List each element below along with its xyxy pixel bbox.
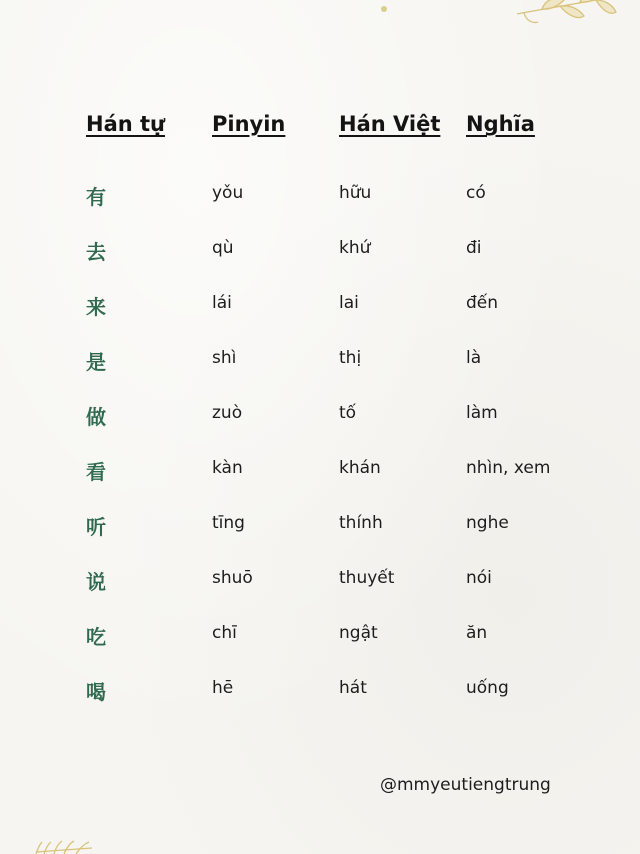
meaning-cell: nói [466,568,492,588]
table-row [86,677,586,732]
pinyin-cell: shuō [212,568,253,588]
pinyin-cell: yǒu [212,183,244,203]
table-row [86,567,586,622]
meaning-cell: là [466,348,482,368]
table-row [86,292,586,347]
hanviet-cell: khán [339,458,381,478]
column-header-meaning: Nghĩa [466,112,535,136]
table-header [86,112,586,182]
hanviet-cell: lai [339,293,359,313]
column-header-hanviet: Hán Việt [339,112,441,136]
pinyin-cell: shì [212,348,237,368]
vocabulary-table [86,112,586,732]
hanzi-cell: 听 [86,515,106,539]
pinyin-cell: kàn [212,458,243,478]
meaning-cell: nhìn, xem [466,458,551,478]
pinyin-cell: chī [212,623,237,643]
hanzi-cell: 有 [86,185,106,209]
pinyin-cell: hē [212,678,234,698]
hanviet-cell: ngật [339,623,378,643]
author-handle: @mmyeutiengtrung [380,775,551,795]
gold-leaf-branch-icon [512,0,622,34]
meaning-cell: đi [466,238,482,258]
hanzi-cell: 来 [86,295,106,319]
table-row [86,347,586,402]
table-row [86,512,586,567]
gold-leaf-sprig-icon [34,834,96,854]
pinyin-cell: qù [212,238,234,258]
pinyin-cell: zuò [212,403,243,423]
hanzi-cell: 去 [86,240,106,264]
hanviet-cell: thị [339,348,362,368]
hanviet-cell: hát [339,678,367,698]
hanzi-cell: 是 [86,350,106,374]
hanviet-cell: thuyết [339,568,395,588]
meaning-cell: có [466,183,486,203]
hanzi-cell: 说 [86,570,106,594]
hanviet-cell: khứ [339,238,371,258]
hanviet-cell: hữu [339,183,372,203]
gold-dot-icon [381,6,387,12]
table-row [86,622,586,677]
table-row [86,457,586,512]
table-row [86,402,586,457]
table-row [86,237,586,292]
meaning-cell: ăn [466,623,488,643]
meaning-cell: đến [466,293,499,313]
meaning-cell: làm [466,403,498,423]
hanzi-cell: 喝 [86,680,106,704]
hanviet-cell: tố [339,403,357,423]
table-row [86,182,586,237]
meaning-cell: uống [466,678,509,698]
meaning-cell: nghe [466,513,509,533]
hanzi-cell: 做 [86,405,106,429]
hanviet-cell: thính [339,513,383,533]
pinyin-cell: tīng [212,513,245,533]
hanzi-cell: 看 [86,460,106,484]
pinyin-cell: lái [212,293,232,313]
column-header-hanzi: Hán tự [86,112,165,136]
column-header-pinyin: Pinyin [212,112,286,136]
hanzi-cell: 吃 [86,625,106,649]
